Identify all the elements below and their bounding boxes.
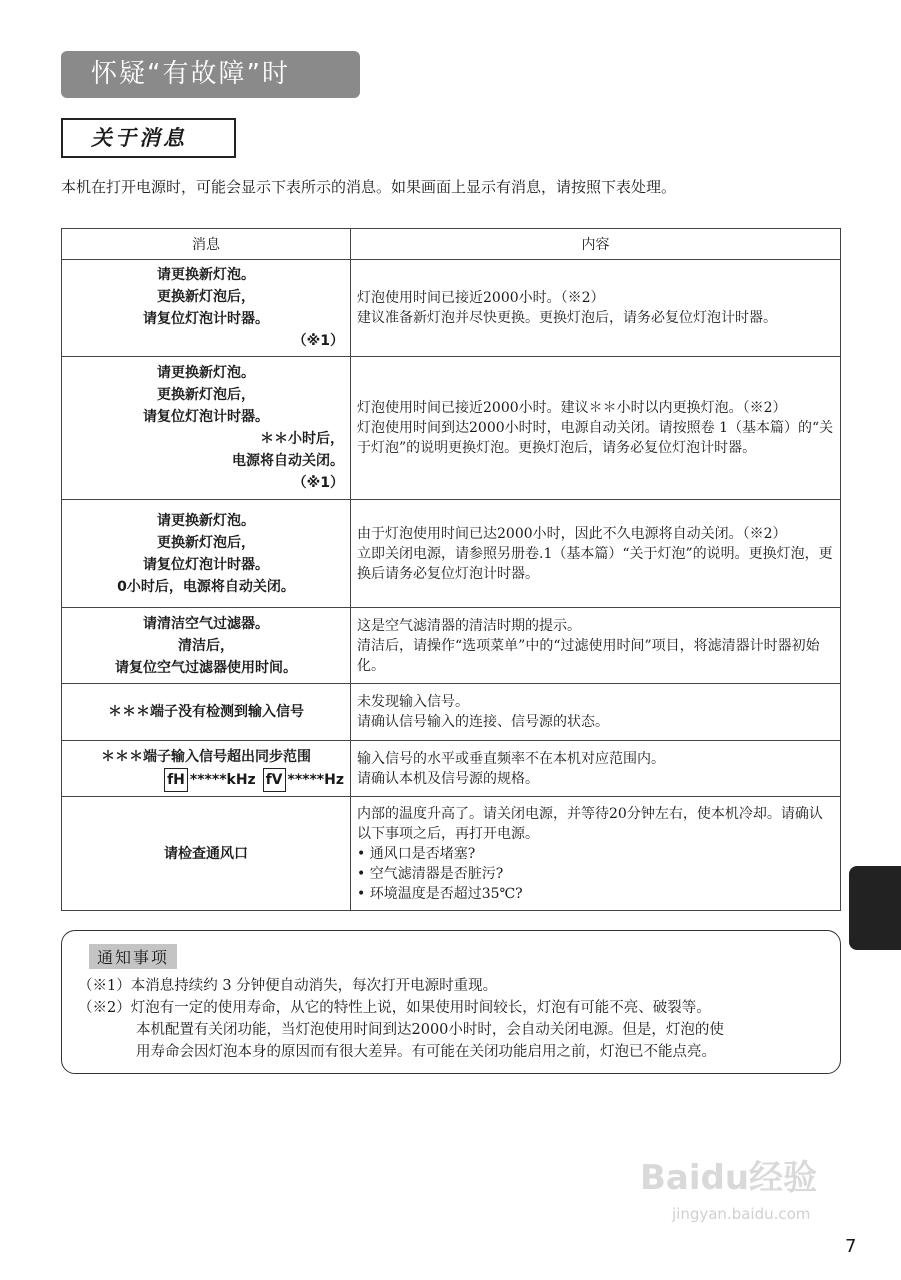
msg-line: 请更换新灯泡。 xyxy=(157,512,255,529)
msg-line: 请检查通风口 xyxy=(164,845,248,862)
message-cell xyxy=(62,684,351,741)
desc-line: 请确认本机及信号源的规格。 xyxy=(357,770,539,787)
desc-line: 立即关闭电源，请参照另册卷.1（基本篇）“关于灯泡”的说明。更换灯泡，更换后请务必复位灯泡计时器。 xyxy=(357,545,833,582)
desc-line: 这是空气滤清器的清洁时期的提示。 xyxy=(357,617,581,634)
header-content: 内容 xyxy=(351,229,841,260)
section-title: 关于消息 xyxy=(61,118,236,158)
bullet-item: • 空气滤清器是否脏污? xyxy=(357,865,504,882)
msg-line: 电源将自动关闭。 xyxy=(232,453,344,469)
notice-line: （※2）灯泡有一定的使用寿命，从它的特性上说，如果使用时间较长，灯泡有可能不亮、破裂等。 xyxy=(78,1000,711,1016)
chapter-banner: 怀疑“有故障”时 xyxy=(61,51,360,98)
message-cell xyxy=(62,260,351,357)
desc-line: 灯泡使用时间已接近2000小时。（※2） xyxy=(357,290,605,306)
page-number: 7 xyxy=(845,1236,857,1257)
content-cell xyxy=(351,741,841,797)
msg-line: 请复位空气过滤器使用时间。 xyxy=(115,659,297,676)
note-ref: （※1） xyxy=(292,475,344,491)
desc-line: 请确认信号输入的连接、信号源的状态。 xyxy=(357,714,609,730)
intro-text: 本机在打开电源时，可能会显示下表所示的消息。如果画面上显示有消息，请按照下表处理。 xyxy=(61,178,677,196)
fh-label: fH xyxy=(164,768,188,792)
msg-line: 请复位灯泡计时器。 xyxy=(143,409,269,425)
msg-line: ＊＊＊端子输入信号超出同步范围 xyxy=(101,748,311,765)
msg-line: 请更换新灯泡。 xyxy=(157,267,255,283)
table-header xyxy=(62,229,841,260)
frequency-line xyxy=(68,768,344,792)
content-cell xyxy=(351,357,841,500)
message-table xyxy=(61,228,841,911)
table-row xyxy=(62,357,841,500)
msg-line: 0小时后，电源将自动关闭。 xyxy=(117,578,295,595)
notice-lines xyxy=(78,975,724,1063)
msg-line: 请更换新灯泡。 xyxy=(157,365,255,381)
table-row xyxy=(62,797,841,911)
msg-line: 更换新灯泡后， xyxy=(157,387,255,403)
msg-line: 清洁后， xyxy=(178,637,234,654)
content-cell xyxy=(351,608,841,684)
msg-line: ＊＊＊端子没有检测到输入信号 xyxy=(108,704,304,720)
message-cell xyxy=(62,797,351,911)
message-cell xyxy=(62,357,351,500)
fv-label: fV xyxy=(263,768,286,792)
watermark-url: jingyan.baidu.com xyxy=(672,1205,811,1223)
table-row xyxy=(62,260,841,357)
msg-line: 更换新灯泡后， xyxy=(157,289,255,305)
msg-line: 更换新灯泡后， xyxy=(157,534,255,551)
note-ref: （※1） xyxy=(292,333,344,349)
fv-value: *****Hz xyxy=(287,771,344,788)
desc-line: 由于灯泡使用时间已达2000小时，因此不久电源将自动关闭。（※2） xyxy=(357,525,787,542)
fh-value: *****kHz xyxy=(189,771,256,788)
content-cell xyxy=(351,797,841,911)
message-cell xyxy=(62,741,351,797)
header-message: 消息 xyxy=(62,229,351,260)
table-row xyxy=(62,608,841,684)
content-cell xyxy=(351,260,841,357)
notice-line: 本机配置有关闭功能，当灯泡使用时间到达2000小时时，会自动关闭电源。但是，灯泡的使 xyxy=(136,1022,724,1038)
table-row xyxy=(62,741,841,797)
table-row xyxy=(62,500,841,608)
table-row xyxy=(62,684,841,741)
bullet-item: • 环境温度是否超过35℃? xyxy=(357,885,523,902)
chapter-tab xyxy=(849,866,901,950)
notice-line: （※1）本消息持续约 3 分钟便自动消失，每次打开电源时重现。 xyxy=(78,978,498,994)
desc-line: 输入信号的水平或垂直频率不在本机对应范围内。 xyxy=(357,750,665,767)
msg-line: 请清洁空气过滤器。 xyxy=(143,615,269,632)
msg-line: ＊＊小时后， xyxy=(260,431,344,447)
desc-line: 未发现输入信号。 xyxy=(357,694,469,710)
message-cell xyxy=(62,500,351,608)
msg-line: 请复位灯泡计时器。 xyxy=(143,311,269,327)
content-cell xyxy=(351,500,841,608)
msg-line: 请复位灯泡计时器。 xyxy=(143,556,269,573)
desc-line: 灯泡使用时间到达2000小时时，电源自动关闭。请按照卷 1（基本篇）的“关于灯泡”的说明更换灯泡。更换灯泡后，请务必复位灯泡计时器。 xyxy=(357,420,834,456)
notice-line: 用寿命会因灯泡本身的原因而有很大差异。有可能在关闭功能启用之前，灯泡已不能点亮。 xyxy=(136,1044,716,1060)
desc-line: 内部的温度升高了。请关闭电源，并等待20分钟左右，使本机冷却。请确认以下事项之后，再打开电源。 xyxy=(357,805,823,842)
desc-line: 清洁后，请操作“选项菜单”中的“过滤使用时间”项目，将滤清器计时器初始化。 xyxy=(357,637,820,674)
desc-line: 灯泡使用时间已接近2000小时。建议＊＊小时以内更换灯泡。（※2） xyxy=(357,400,787,416)
bullet-item: • 通风口是否堵塞? xyxy=(357,845,476,862)
watermark-logo: Baidu经验 xyxy=(640,1158,818,1198)
notice-title: 通知事项 xyxy=(89,944,177,969)
content-cell xyxy=(351,684,841,741)
message-cell xyxy=(62,608,351,684)
notice-box xyxy=(61,930,841,1074)
desc-line: 建议准备新灯泡并尽快更换。更换灯泡后，请务必复位灯泡计时器。 xyxy=(357,310,777,326)
